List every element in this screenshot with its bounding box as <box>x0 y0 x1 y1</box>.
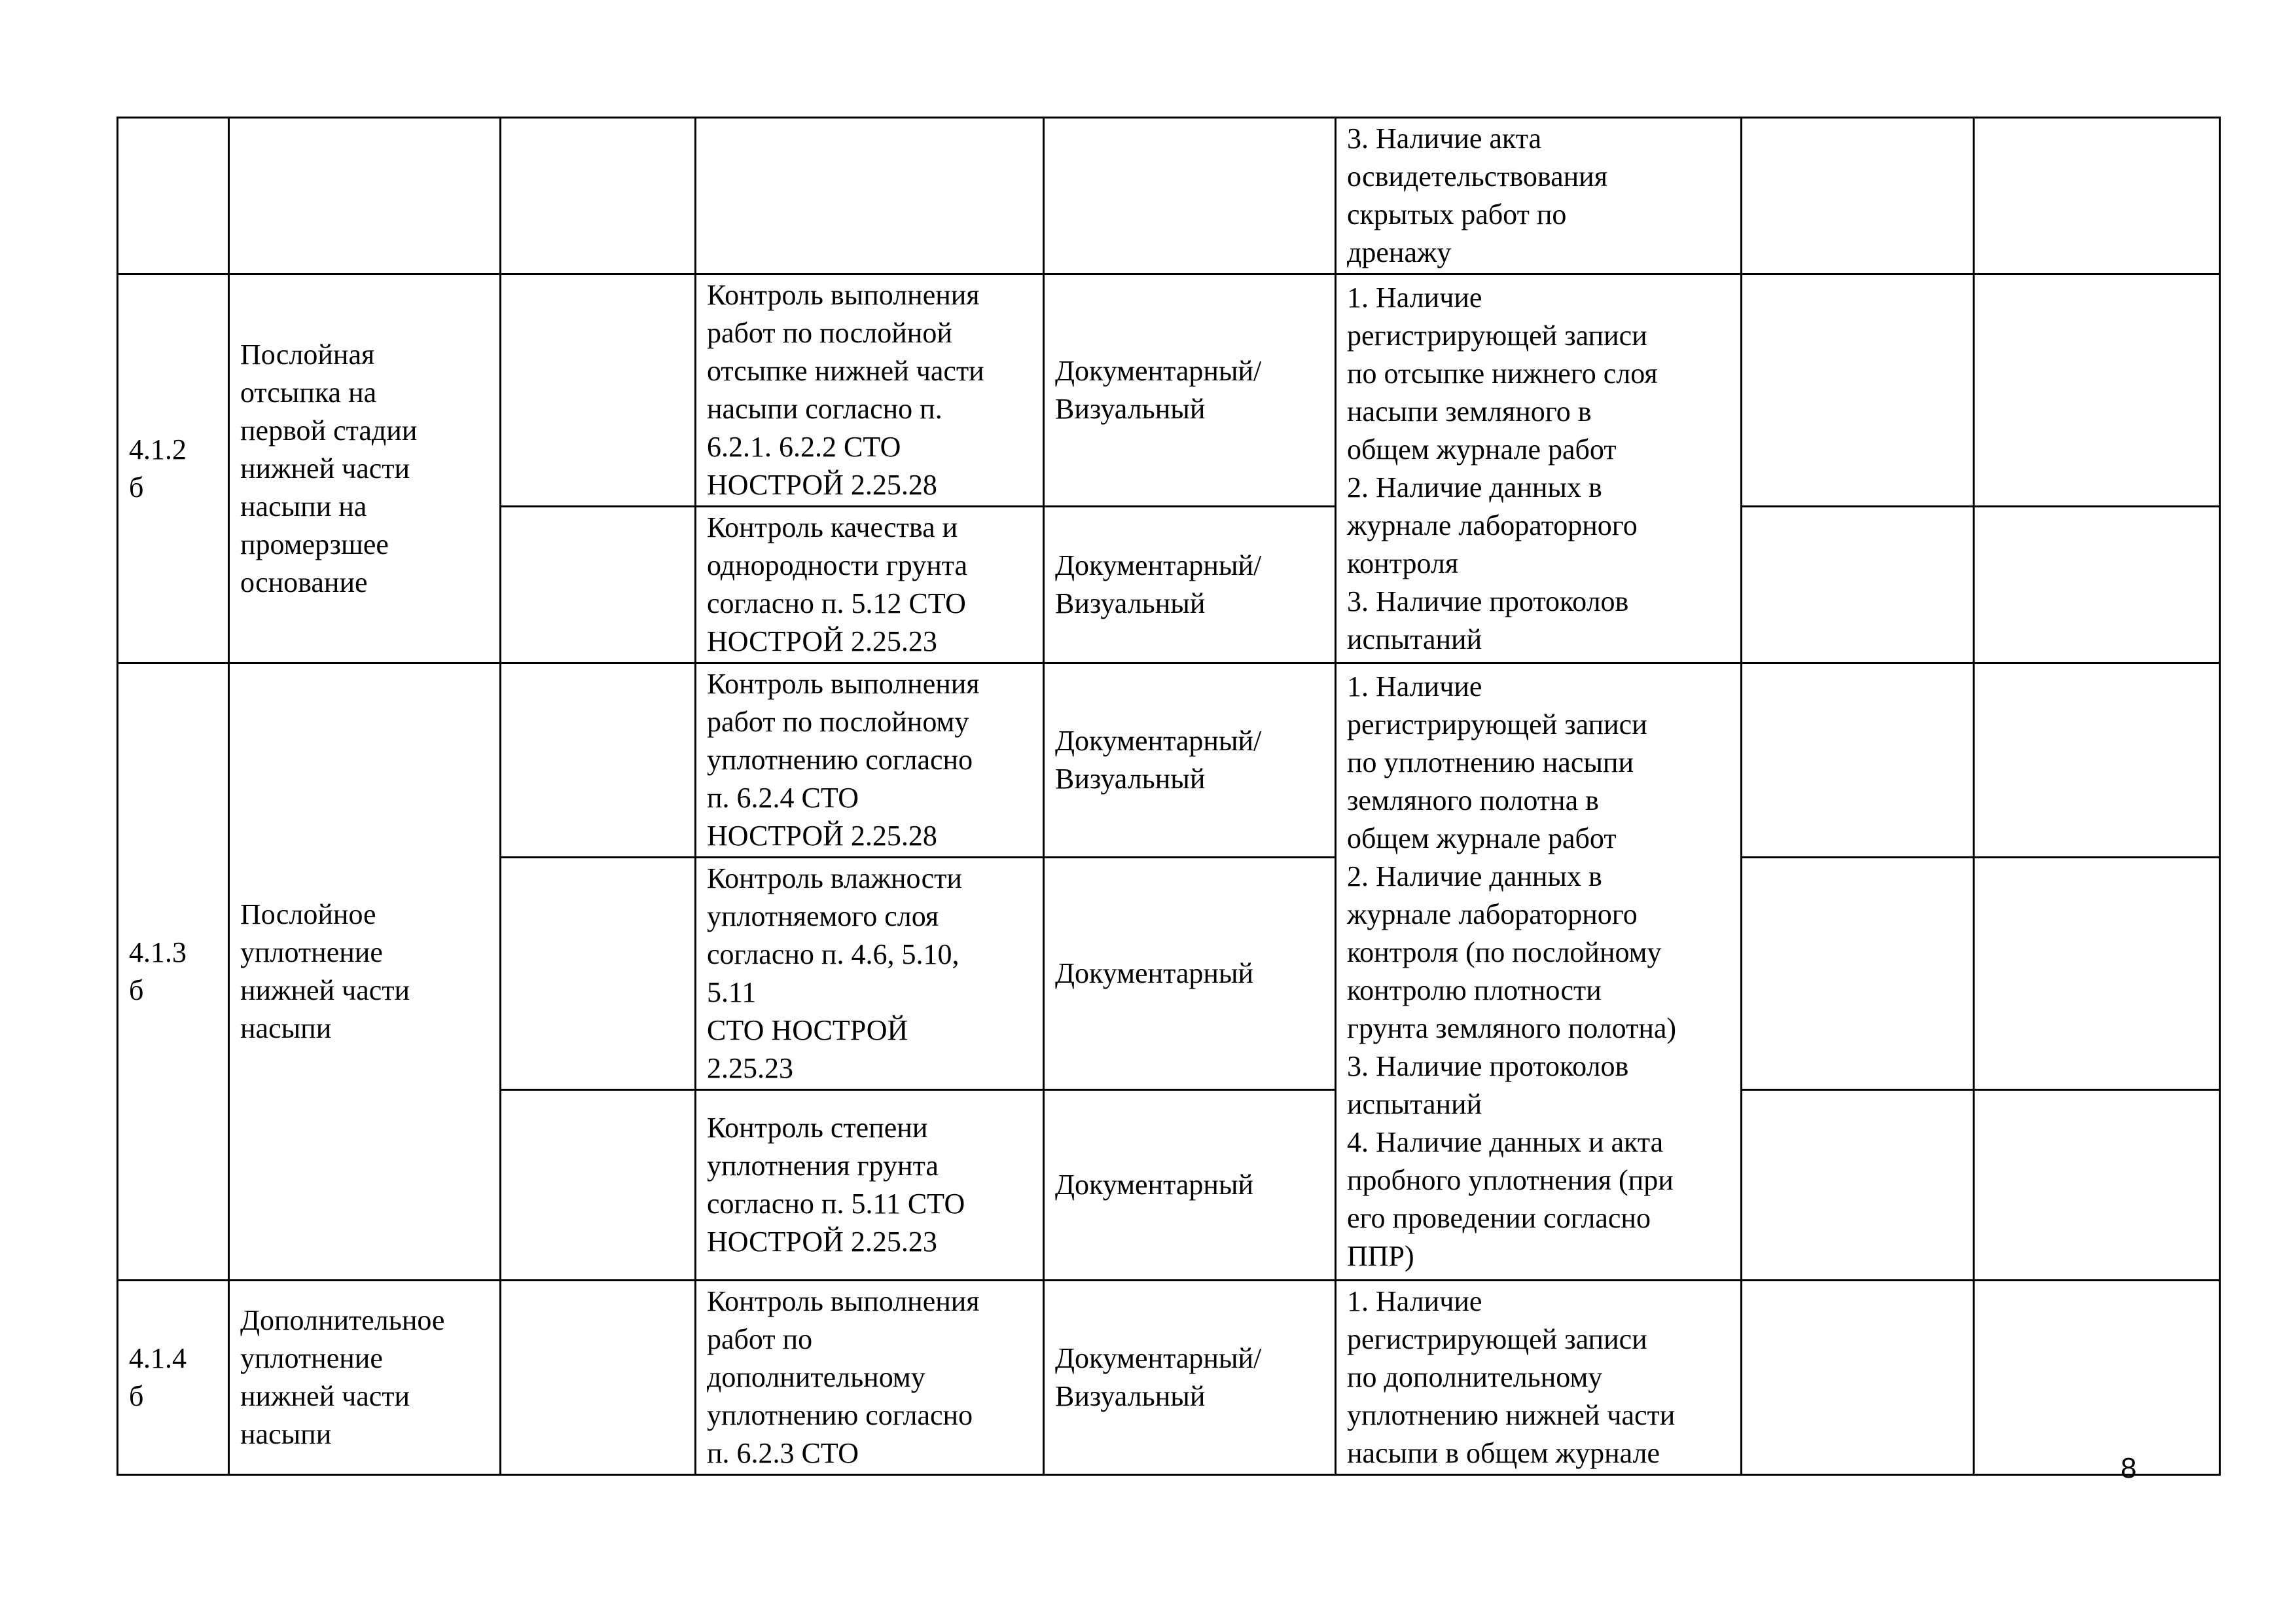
cell-method: Документарный <box>1044 1090 1336 1281</box>
cell-empty <box>501 274 696 507</box>
cell-empty <box>1742 507 1974 663</box>
cell-requirement: 1. Наличие регистрирующей записи по уплотнению насыпи земляного полотна в общем журнале работ 2. Наличие данных в журнале лабораторного контроля (по послойному контролю плотности грунта земляного полотна) 3. Наличие протоколов испытаний 4. Наличие данных и акта пробного уплотнения (при его проведении согласно ППР) <box>1336 663 1742 1281</box>
cell-empty <box>1974 663 2220 858</box>
cell-control: Контроль выполнения работ по дополнительному уплотнению согласно п. 6.2.3 СТО <box>696 1281 1044 1475</box>
table-row <box>118 274 2220 507</box>
cell-num: 4.1.3 б <box>118 663 229 1281</box>
cell-num: 4.1.4 б <box>118 1281 229 1475</box>
cell-empty <box>501 858 696 1090</box>
cell-requirement: 3. Наличие акта освидетельствования скрытых работ по дренажу <box>1336 118 1742 274</box>
cell-control: Контроль выполнения работ по послойному уплотнению согласно п. 6.2.4 СТО НОСТРОЙ 2.25.28 <box>696 663 1044 858</box>
table-row <box>118 663 2220 858</box>
cell-method: Документарный <box>1044 858 1336 1090</box>
cell-empty <box>1742 1090 1974 1281</box>
cell-num <box>118 118 229 274</box>
cell-control: Контроль качества и однородности грунта согласно п. 5.12 СТО НОСТРОЙ 2.25.23 <box>696 507 1044 663</box>
cell-method: Документарный/ Визуальный <box>1044 1281 1336 1475</box>
cell-name <box>229 118 501 274</box>
cell-requirement: 1. Наличие регистрирующей записи по отсыпке нижнего слоя насыпи земляного в общем журнале работ 2. Наличие данных в журнале лабораторного контроля 3. Наличие протоколов испытаний <box>1336 274 1742 663</box>
page-number: 8 <box>2121 1452 2137 1484</box>
cell-empty <box>1974 274 2220 507</box>
cell-empty <box>501 1090 696 1281</box>
cell-name: Послойное уплотнение нижней части насыпи <box>229 663 501 1281</box>
cell-empty <box>1974 118 2220 274</box>
cell-empty <box>1974 507 2220 663</box>
cell-method: Документарный/ Визуальный <box>1044 274 1336 507</box>
inspection-table <box>117 117 2221 1476</box>
cell-empty <box>1742 1281 1974 1475</box>
cell-control: Контроль степени уплотнения грунта согласно п. 5.11 СТО НОСТРОЙ 2.25.23 <box>696 1090 1044 1281</box>
cell-empty <box>1742 663 1974 858</box>
cell-name: Дополнительное уплотнение нижней части насыпи <box>229 1281 501 1475</box>
cell-requirement: 1. Наличие регистрирующей записи по дополнительному уплотнению нижней части насыпи в общем журнале <box>1336 1281 1742 1475</box>
cell-empty <box>1742 118 1974 274</box>
cell-name: Послойная отсыпка на первой стадии нижней части насыпи на промерзшее основание <box>229 274 501 663</box>
cell-empty <box>501 1281 696 1475</box>
cell-method <box>1044 118 1336 274</box>
cell-control <box>696 118 1044 274</box>
table-row <box>118 118 2220 274</box>
cell-empty <box>1742 274 1974 507</box>
table-row <box>118 1281 2220 1475</box>
cell-control: Контроль выполнения работ по послойной отсыпке нижней части насыпи согласно п. 6.2.1. 6.2.2 СТО НОСТРОЙ 2.25.28 <box>696 274 1044 507</box>
cell-empty <box>1742 858 1974 1090</box>
cell-control: Контроль влажности уплотняемого слоя согласно п. 4.6, 5.10, 5.11 СТО НОСТРОЙ 2.25.23 <box>696 858 1044 1090</box>
cell-empty <box>501 118 696 274</box>
cell-method: Документарный/ Визуальный <box>1044 507 1336 663</box>
cell-empty <box>1974 1090 2220 1281</box>
cell-empty <box>501 507 696 663</box>
cell-empty <box>1974 858 2220 1090</box>
cell-empty <box>501 663 696 858</box>
cell-method: Документарный/ Визуальный <box>1044 663 1336 858</box>
cell-empty <box>1974 1281 2220 1475</box>
cell-num: 4.1.2 б <box>118 274 229 663</box>
